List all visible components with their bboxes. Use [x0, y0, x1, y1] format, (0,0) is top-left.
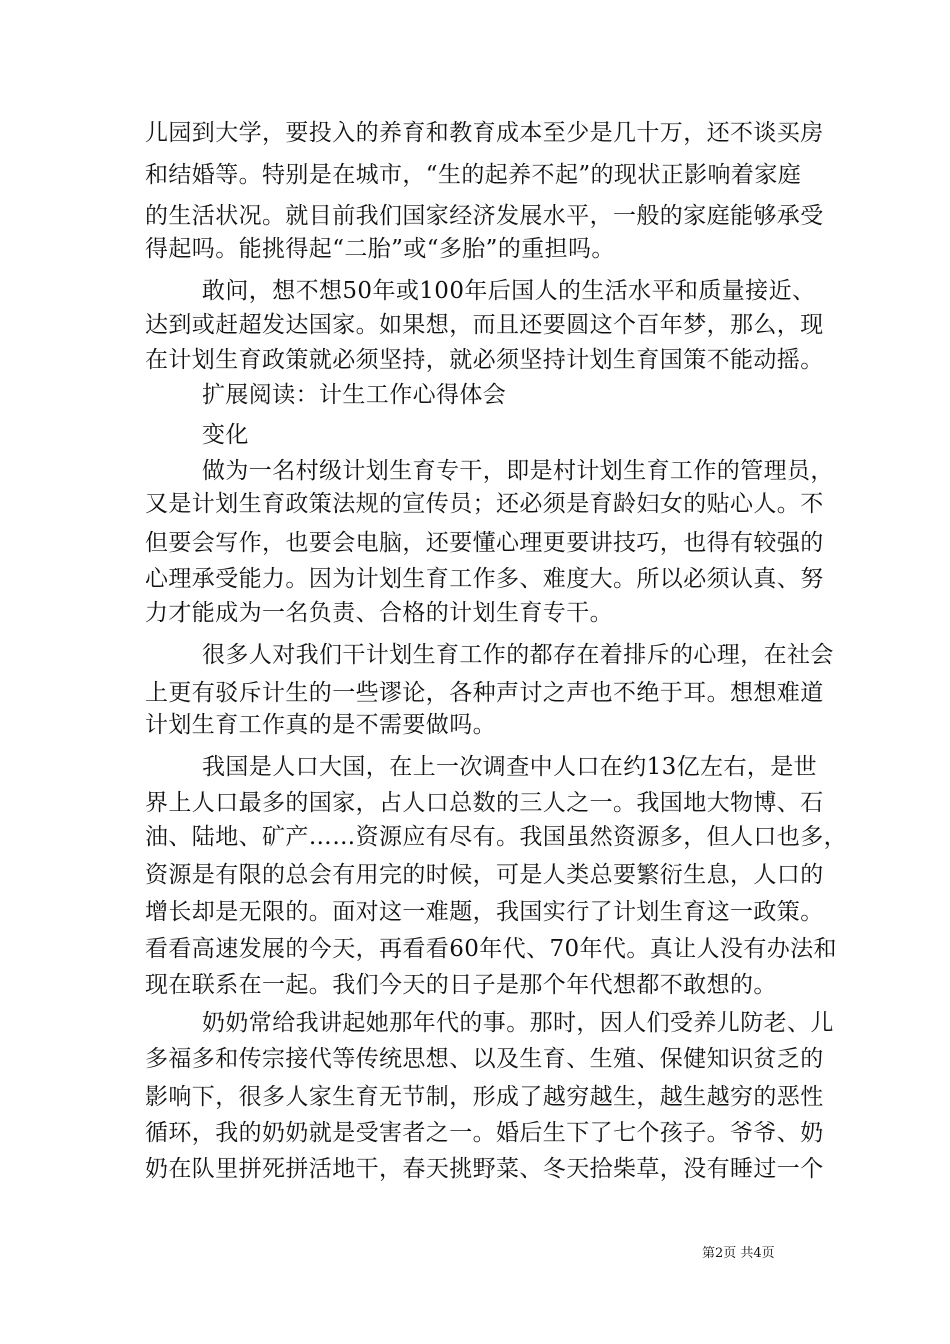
text-line: 增长却是无限的。面对这一难题，我国实行了计划生育这一政策。 [145, 899, 824, 925]
text-line: 力才能成为一名负责、合格的计划生育专干。 [145, 600, 613, 626]
text-line: 油、陆地、矿产……资源应有尽有。我国虽然资源多，但人口也多， [145, 824, 847, 850]
text-line: 和结婚等。特别是在城市，“生的起养不起”的现状正影响着家庭 [145, 162, 802, 188]
text-line: 资源是有限的总会有用完的时候，可是人类总要繁衍生息，人口的 [145, 862, 824, 888]
text-line: 得起吗。能挑得起“二胎”或“多胎”的重担吗。 [145, 236, 615, 262]
text-line: 奶奶常给我讲起她那年代的事。那时，因人们受养儿防老、儿 [202, 1010, 834, 1036]
text-line: 达到或赶超发达国家。如果想，而且还要圆这个百年梦，那么，现 [145, 312, 824, 338]
text-line: 心理承受能力。因为计划生育工作多、难度大。所以必须认真、努 [145, 566, 824, 592]
text-line: 很多人对我们干计划生育工作的都存在着排斥的心理，在社会 [202, 642, 834, 668]
text-line: 看看高速发展的今天，再看看60年代、70年代。真让人没有办法和 [145, 936, 837, 962]
text-line: 计划生育工作真的是不需要做吗。 [145, 712, 496, 738]
text-line: 做为一名村级计划生育专干，即是村计划生育工作的管理员， [202, 458, 834, 484]
text-line: 上更有驳斥计生的一些谬论，各种声讨之声也不绝于耳。想想难道 [145, 680, 824, 706]
text-line: 但要会写作，也要会电脑，还要懂心理更要讲技巧，也得有较强的 [145, 530, 824, 556]
text-line: 界上人口最多的国家，占人口总数的三人之一。我国地大物博、石 [145, 790, 824, 816]
text-line: 多福多和传宗接代等传统思想、以及生育、生殖、保健知识贫乏的 [145, 1046, 824, 1072]
text-line: 现在联系在一起。我们今天的日子是那个年代想都不敢想的。 [145, 972, 777, 998]
section-heading: 扩展阅读：计生工作心得体会 [202, 382, 507, 408]
text-line: 在计划生育政策就必须坚持，就必须坚持计划生育国策不能动摇。 [145, 347, 824, 373]
text-line: 我国是人口大国，在上一次调查中人口在约13亿左右，是世 [202, 754, 818, 780]
text-line: 又是计划生育政策法规的宣传员；还必须是育龄妇女的贴心人。不 [145, 491, 824, 517]
page-number: 第2页 共4页 [702, 1246, 775, 1261]
text-line: 的生活状况。就目前我们国家经济发展水平，一般的家庭能够承受 [145, 203, 824, 229]
text-line: 奶在队里拼死拼活地干，春天挑野菜、冬天拾柴草，没有睡过一个 [145, 1156, 824, 1182]
section-subheading: 变化 [202, 422, 249, 448]
text-line: 儿园到大学，要投入的养育和教育成本至少是几十万，还不谈买房 [145, 120, 824, 146]
text-line: 循环，我的奶奶就是受害者之一。婚后生下了七个孩子。爷爷、奶 [145, 1120, 824, 1146]
text-line: 敢问，想不想50年或100年后国人的生活水平和质量接近、 [202, 278, 816, 304]
text-line: 影响下，很多人家生育无节制，形成了越穷越生，越生越穷的恶性 [145, 1084, 824, 1110]
